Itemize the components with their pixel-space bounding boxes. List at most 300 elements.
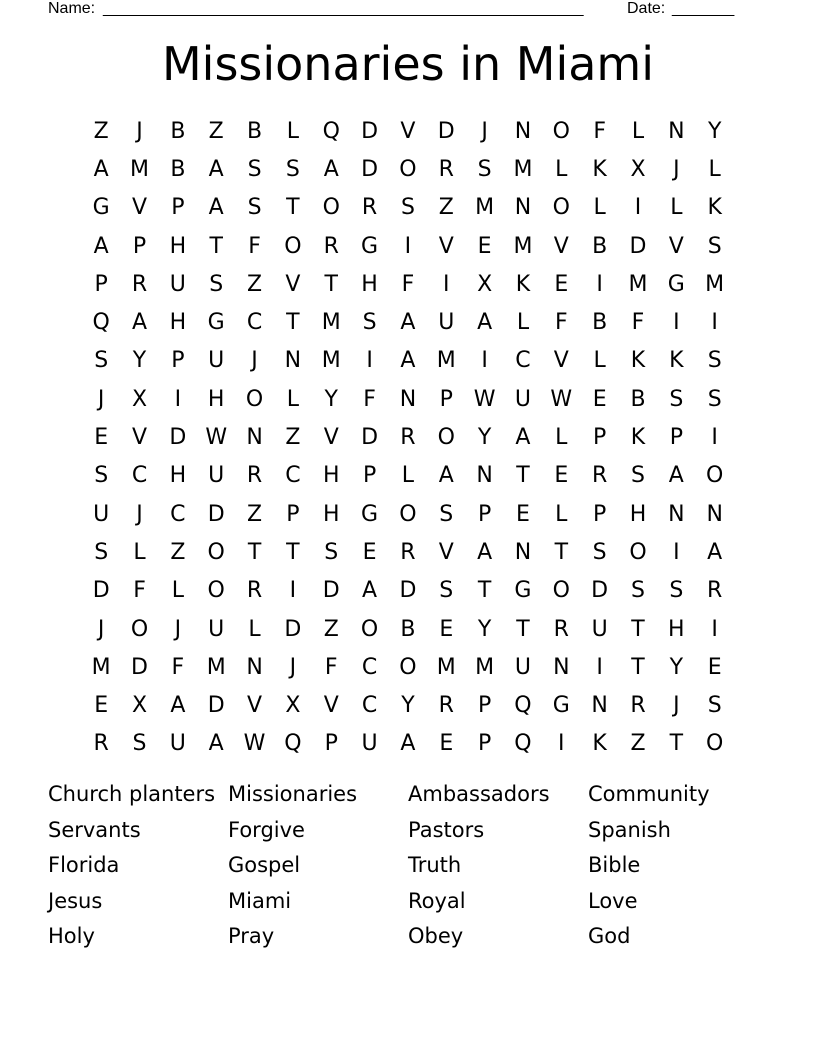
grid-letter: P bbox=[171, 195, 185, 221]
grid-letter: I bbox=[673, 310, 680, 336]
grid-letter: N bbox=[246, 425, 263, 451]
grid-letter: W bbox=[243, 731, 266, 757]
grid-letter: D bbox=[361, 156, 379, 182]
grid-letter: L bbox=[171, 578, 184, 604]
grid-letter: H bbox=[207, 386, 225, 412]
word-list-item: Royal bbox=[408, 888, 466, 913]
grid-letter: T bbox=[554, 539, 569, 565]
word-list-item: Obey bbox=[408, 924, 464, 949]
grid-letter: O bbox=[629, 539, 647, 565]
grid-letter: R bbox=[591, 463, 608, 489]
grid-letter: T bbox=[631, 616, 645, 642]
grid-letter: L bbox=[708, 156, 721, 182]
name-label: Name: bbox=[48, 0, 96, 17]
grid-letter: A bbox=[668, 463, 684, 489]
grid-letter: L bbox=[555, 501, 568, 527]
word-list bbox=[48, 777, 768, 955]
grid-letter: V bbox=[668, 233, 684, 259]
grid-letter: U bbox=[514, 654, 531, 680]
grid-letter: S bbox=[285, 156, 300, 182]
grid-letter: U bbox=[169, 271, 186, 297]
grid-letter: V bbox=[438, 539, 454, 565]
grid-letter: S bbox=[247, 195, 262, 221]
grid-letter: K bbox=[707, 195, 722, 221]
grid-letter: R bbox=[400, 539, 416, 565]
grid-letter: Y bbox=[707, 118, 722, 144]
grid-letter: O bbox=[245, 386, 264, 412]
grid-letter: G bbox=[361, 501, 379, 527]
grid-letter: N bbox=[246, 654, 263, 680]
grid-letter: Y bbox=[477, 616, 492, 642]
grid-letter: T bbox=[286, 539, 300, 565]
grid-letter: L bbox=[286, 386, 300, 412]
grid-letter: Y bbox=[669, 654, 684, 680]
grid-letter: D bbox=[399, 578, 417, 604]
grid-letter: A bbox=[93, 156, 109, 182]
grid-letter: S bbox=[439, 501, 454, 527]
grid-letter: T bbox=[286, 195, 300, 221]
grid-letter: L bbox=[286, 118, 300, 144]
grid-letter: I bbox=[711, 616, 718, 642]
grid-letter: A bbox=[362, 578, 378, 604]
grid-letter: A bbox=[170, 693, 186, 719]
grid-letter: F bbox=[363, 386, 376, 412]
grid-letter: D bbox=[284, 616, 302, 642]
grid-letter: J bbox=[251, 348, 258, 374]
grid-letter: A bbox=[208, 731, 224, 757]
grid-letter: I bbox=[634, 195, 642, 221]
grid-letter: U bbox=[208, 348, 225, 374]
grid-letter: C bbox=[170, 501, 186, 527]
word-list-item: Truth bbox=[408, 853, 462, 878]
grid-letter: U bbox=[93, 501, 110, 527]
grid-letter: O bbox=[399, 501, 417, 527]
grid-letter: L bbox=[133, 539, 146, 565]
grid-letter: L bbox=[555, 156, 568, 182]
grid-letter: Z bbox=[285, 425, 301, 451]
grid-letter: D bbox=[131, 654, 148, 680]
grid-letter: S bbox=[132, 731, 147, 757]
grid-letter: T bbox=[209, 233, 223, 259]
grid-letter: V bbox=[285, 271, 301, 297]
grid-letter: O bbox=[322, 195, 340, 221]
grid-letter: E bbox=[707, 654, 722, 680]
grid-letter: F bbox=[554, 310, 568, 336]
word-list-item: Missionaries bbox=[228, 782, 358, 806]
grid-letter: O bbox=[552, 118, 570, 144]
grid-letter: P bbox=[669, 425, 683, 451]
grid-letter: A bbox=[400, 348, 416, 374]
grid-letter: R bbox=[630, 693, 646, 719]
grid-letter: B bbox=[400, 616, 416, 642]
grid-letter: C bbox=[361, 693, 378, 719]
grid-letter: D bbox=[361, 425, 379, 451]
grid-letter: F bbox=[324, 654, 338, 680]
grid-letter: P bbox=[362, 463, 377, 489]
grid-letter: H bbox=[322, 501, 340, 527]
grid-letter: K bbox=[515, 271, 531, 297]
grid-letter: J bbox=[673, 693, 680, 719]
grid-letter: A bbox=[477, 539, 493, 565]
grid-letter: Z bbox=[630, 731, 646, 757]
grid-letter: Z bbox=[208, 118, 224, 144]
grid-letter: E bbox=[516, 501, 530, 527]
grid-letter: S bbox=[669, 386, 684, 412]
grid-letter: Y bbox=[401, 693, 415, 719]
grid-letter: X bbox=[477, 271, 493, 297]
grid-letter: G bbox=[92, 195, 110, 221]
grid-letter: L bbox=[670, 195, 683, 221]
grid-letter: E bbox=[554, 463, 569, 489]
grid-letter: A bbox=[707, 539, 723, 565]
grid-letter: D bbox=[361, 118, 379, 144]
grid-letter: J bbox=[136, 501, 143, 527]
grid-letter: R bbox=[246, 463, 263, 489]
grid-letter: V bbox=[438, 233, 454, 259]
grid-letter: I bbox=[711, 425, 718, 451]
grid-letter: Q bbox=[92, 310, 110, 336]
page-title: Missionaries in Miami bbox=[161, 37, 655, 91]
grid-letter: A bbox=[208, 156, 224, 182]
grid-letter: E bbox=[94, 693, 109, 719]
grid-letter: N bbox=[668, 118, 685, 144]
grid-letter: D bbox=[207, 501, 225, 527]
grid-letter: V bbox=[131, 425, 148, 451]
grid-letter: Y bbox=[324, 386, 338, 412]
grid-letter: A bbox=[208, 195, 224, 221]
grid-letter: U bbox=[591, 616, 608, 642]
grid-letter: C bbox=[361, 654, 378, 680]
grid-letter: N bbox=[514, 118, 532, 144]
grid-letter: J bbox=[97, 616, 105, 642]
grid-letter: S bbox=[707, 386, 722, 412]
grid-letter: O bbox=[399, 654, 417, 680]
grid-letter: S bbox=[94, 348, 109, 374]
grid-letter: R bbox=[131, 271, 148, 297]
grid-letter: R bbox=[400, 425, 416, 451]
grid-letter: I bbox=[596, 654, 603, 680]
grid-letter: E bbox=[477, 233, 492, 259]
grid-letter: I bbox=[366, 348, 373, 374]
grid-letter: L bbox=[248, 616, 261, 642]
grid-letter: S bbox=[631, 578, 645, 604]
grid-letter: H bbox=[361, 271, 378, 297]
grid-letter: C bbox=[515, 348, 531, 374]
grid-letter: X bbox=[131, 693, 148, 719]
grid-letter: V bbox=[553, 348, 569, 374]
grid-letter: S bbox=[209, 271, 224, 297]
grid-letter: T bbox=[324, 271, 338, 297]
grid-letter: U bbox=[169, 731, 186, 757]
grid-letter: B bbox=[247, 118, 263, 144]
grid-letter: R bbox=[707, 578, 723, 604]
grid-letter: H bbox=[169, 310, 187, 336]
grid-letter: E bbox=[362, 539, 377, 565]
grid-letter: P bbox=[477, 501, 492, 527]
grid-letter: A bbox=[131, 310, 148, 336]
grid-letter: I bbox=[673, 539, 680, 565]
grid-letter: X bbox=[630, 156, 646, 182]
grid-letter: M bbox=[436, 348, 456, 374]
grid-letter: H bbox=[169, 233, 187, 259]
grid-letter: U bbox=[208, 463, 225, 489]
word-list-item: Florida bbox=[48, 853, 120, 878]
grid-letter: N bbox=[553, 654, 570, 680]
grid-letter: N bbox=[668, 501, 685, 527]
grid-letter: H bbox=[629, 501, 647, 527]
grid-letter: P bbox=[593, 425, 607, 451]
word-list-item: Church planters bbox=[48, 782, 216, 806]
grid-letter: S bbox=[631, 463, 645, 489]
grid-letter: G bbox=[207, 310, 225, 336]
grid-letter: M bbox=[513, 233, 533, 259]
grid-letter: B bbox=[630, 386, 646, 412]
grid-letter: E bbox=[592, 386, 607, 412]
grid-letter: D bbox=[169, 425, 187, 451]
grid-letter: O bbox=[552, 578, 570, 604]
word-list-item: Love bbox=[588, 888, 638, 913]
grid-letter: E bbox=[439, 616, 454, 642]
grid-letter: N bbox=[476, 463, 493, 489]
grid-letter: M bbox=[628, 271, 648, 297]
grid-letter: T bbox=[286, 310, 300, 336]
grid-letter: E bbox=[94, 425, 109, 451]
grid-letter: U bbox=[361, 731, 378, 757]
grid-letter: F bbox=[401, 271, 415, 297]
grid-letter: V bbox=[323, 693, 339, 719]
grid-letter: C bbox=[246, 310, 263, 336]
grid-letter: O bbox=[360, 616, 379, 642]
grid-letter: H bbox=[322, 463, 340, 489]
grid-letter: Q bbox=[514, 731, 532, 757]
grid-letter: W bbox=[205, 425, 228, 451]
grid-letter: A bbox=[477, 310, 493, 336]
grid-letter: T bbox=[247, 539, 262, 565]
grid-letter: B bbox=[170, 118, 186, 144]
grid-letter: J bbox=[481, 118, 488, 144]
grid-letter: F bbox=[248, 233, 261, 259]
grid-letter: T bbox=[669, 731, 684, 757]
grid-letter: K bbox=[592, 731, 607, 757]
grid-letter: V bbox=[131, 195, 148, 221]
grid-letter: P bbox=[324, 731, 338, 757]
grid-letter: F bbox=[631, 310, 645, 336]
grid-letter: P bbox=[439, 386, 453, 412]
grid-letter: F bbox=[171, 654, 185, 680]
grid-letter: Z bbox=[438, 195, 454, 221]
word-list-item: Holy bbox=[48, 924, 95, 949]
grid-letter: J bbox=[673, 156, 680, 182]
grid-letter: R bbox=[323, 233, 339, 259]
grid-letter: I bbox=[558, 731, 565, 757]
grid-letter: A bbox=[438, 463, 454, 489]
grid-letter: B bbox=[170, 156, 186, 182]
grid-letter: S bbox=[400, 195, 415, 221]
word-list-item: Ambassadors bbox=[408, 782, 550, 806]
grid-letter: Z bbox=[247, 271, 263, 297]
grid-letter: P bbox=[94, 271, 108, 297]
grid-letter: S bbox=[707, 233, 722, 259]
word-list-item: Miami bbox=[228, 888, 292, 913]
grid-letter: R bbox=[438, 156, 454, 182]
grid-letter: N bbox=[399, 386, 417, 412]
grid-letter: O bbox=[207, 578, 225, 604]
grid-letter: I bbox=[174, 386, 182, 412]
grid-letter: G bbox=[667, 271, 685, 297]
grid-letter: D bbox=[591, 578, 609, 604]
grid-letter: S bbox=[247, 156, 262, 182]
grid-letter: M bbox=[475, 195, 495, 221]
grid-letter: C bbox=[285, 463, 301, 489]
grid-letter: I bbox=[443, 271, 450, 297]
grid-letter: O bbox=[437, 425, 455, 451]
grid-letter: P bbox=[477, 693, 492, 719]
grid-letter: V bbox=[323, 425, 339, 451]
word-list-item: Community bbox=[588, 782, 710, 806]
grid-letter: B bbox=[592, 310, 608, 336]
grid-letter: A bbox=[515, 425, 531, 451]
grid-letter: S bbox=[94, 539, 109, 565]
grid-letter: O bbox=[284, 233, 302, 259]
grid-letter: P bbox=[132, 233, 147, 259]
grid-letter: D bbox=[629, 233, 647, 259]
grid-letter: Z bbox=[93, 118, 109, 144]
grid-letter: N bbox=[514, 195, 532, 221]
grid-letter: K bbox=[630, 425, 646, 451]
grid-letter: K bbox=[592, 156, 607, 182]
grid-letter: T bbox=[477, 578, 492, 604]
grid-letter: R bbox=[553, 616, 569, 642]
grid-letter: I bbox=[596, 271, 603, 297]
grid-letter: Z bbox=[323, 616, 339, 642]
grid-letter: M bbox=[513, 156, 533, 182]
grid-letter: R bbox=[246, 578, 263, 604]
grid-letter: U bbox=[208, 616, 225, 642]
grid-letter: V bbox=[400, 118, 416, 144]
grid-letter: Y bbox=[132, 348, 147, 374]
grid-letter: R bbox=[93, 731, 109, 757]
grid-letter: S bbox=[324, 539, 339, 565]
grid-letter: A bbox=[93, 233, 109, 259]
grid-letter: W bbox=[550, 386, 573, 412]
grid-letter: P bbox=[593, 501, 607, 527]
grid-letter: N bbox=[284, 348, 302, 374]
grid-letter: A bbox=[323, 156, 339, 182]
grid-letter: D bbox=[437, 118, 455, 144]
grid-letter: K bbox=[630, 348, 646, 374]
grid-letter: G bbox=[552, 693, 570, 719]
grid-letter: T bbox=[516, 616, 530, 642]
grid-letter: S bbox=[669, 578, 684, 604]
grid-letter: H bbox=[668, 616, 685, 642]
grid-letter: J bbox=[174, 616, 182, 642]
grid-letter: S bbox=[362, 310, 377, 336]
date-blank-line: _______ bbox=[672, 0, 735, 17]
grid-letter: S bbox=[477, 156, 492, 182]
grid-letter: P bbox=[477, 731, 492, 757]
grid-letter: I bbox=[289, 578, 297, 604]
grid-letter: Z bbox=[170, 539, 186, 565]
grid-letter: N bbox=[514, 539, 532, 565]
grid-letter: V bbox=[553, 233, 569, 259]
grid-letter: X bbox=[285, 693, 301, 719]
word-list-item: Gospel bbox=[228, 853, 301, 878]
word-list-item: Bible bbox=[588, 853, 641, 878]
grid-letter: D bbox=[322, 578, 340, 604]
grid-letter: O bbox=[399, 156, 417, 182]
grid-letter: N bbox=[591, 693, 608, 719]
grid-letter: L bbox=[631, 118, 645, 144]
grid-letter: H bbox=[169, 463, 187, 489]
grid-letter: M bbox=[475, 654, 495, 680]
grid-letter: U bbox=[514, 386, 531, 412]
grid-letter: S bbox=[707, 693, 722, 719]
grid-letter: C bbox=[131, 463, 148, 489]
grid-letter: B bbox=[592, 233, 608, 259]
header-fields bbox=[48, 0, 748, 20]
grid-letter: L bbox=[555, 425, 568, 451]
grid-letter: E bbox=[439, 731, 454, 757]
name-blank-line: ______________________________________________________ bbox=[103, 0, 584, 17]
grid-letter: I bbox=[711, 310, 718, 336]
grid-letter: M bbox=[130, 156, 149, 182]
grid-letter: J bbox=[289, 654, 297, 680]
grid-letter: J bbox=[136, 118, 143, 144]
grid-letter: O bbox=[706, 731, 724, 757]
grid-letter: M bbox=[321, 348, 341, 374]
grid-letter: T bbox=[516, 463, 530, 489]
grid-letter: L bbox=[593, 195, 606, 221]
grid-letter: X bbox=[131, 386, 148, 412]
grid-letter: O bbox=[552, 195, 570, 221]
grid-letter: O bbox=[207, 539, 225, 565]
grid-letter: L bbox=[401, 463, 415, 489]
grid-letter: O bbox=[706, 463, 724, 489]
word-search-grid bbox=[82, 112, 734, 763]
grid-letter: E bbox=[554, 271, 569, 297]
grid-letter: F bbox=[593, 118, 606, 144]
grid-letter: O bbox=[130, 616, 149, 642]
grid-letter: Q bbox=[322, 118, 340, 144]
grid-letter: R bbox=[361, 195, 378, 221]
grid-letter: P bbox=[171, 348, 185, 374]
grid-letter: T bbox=[631, 654, 645, 680]
grid-letter: G bbox=[514, 578, 532, 604]
grid-letter: G bbox=[361, 233, 379, 259]
grid-letter: D bbox=[92, 578, 110, 604]
word-list-item: Servants bbox=[48, 817, 141, 842]
date-label: Date: bbox=[627, 0, 666, 17]
grid-letter: N bbox=[706, 501, 723, 527]
grid-letter: L bbox=[516, 310, 530, 336]
grid-letter: D bbox=[207, 693, 225, 719]
grid-letter: S bbox=[707, 348, 722, 374]
grid-letter: S bbox=[592, 539, 607, 565]
grid-letter: M bbox=[206, 654, 226, 680]
grid-letter: M bbox=[705, 271, 725, 297]
grid-letter: M bbox=[91, 654, 111, 680]
grid-letter: A bbox=[400, 310, 416, 336]
word-list-item: Pastors bbox=[408, 817, 485, 842]
grid-letter: S bbox=[439, 578, 454, 604]
grid-letter: R bbox=[438, 693, 454, 719]
grid-letter: A bbox=[400, 731, 416, 757]
grid-letter: M bbox=[321, 310, 341, 336]
grid-letter: F bbox=[133, 578, 146, 604]
grid-letter: K bbox=[669, 348, 684, 374]
word-list-item: Spanish bbox=[588, 817, 671, 842]
grid-letter: M bbox=[436, 654, 456, 680]
